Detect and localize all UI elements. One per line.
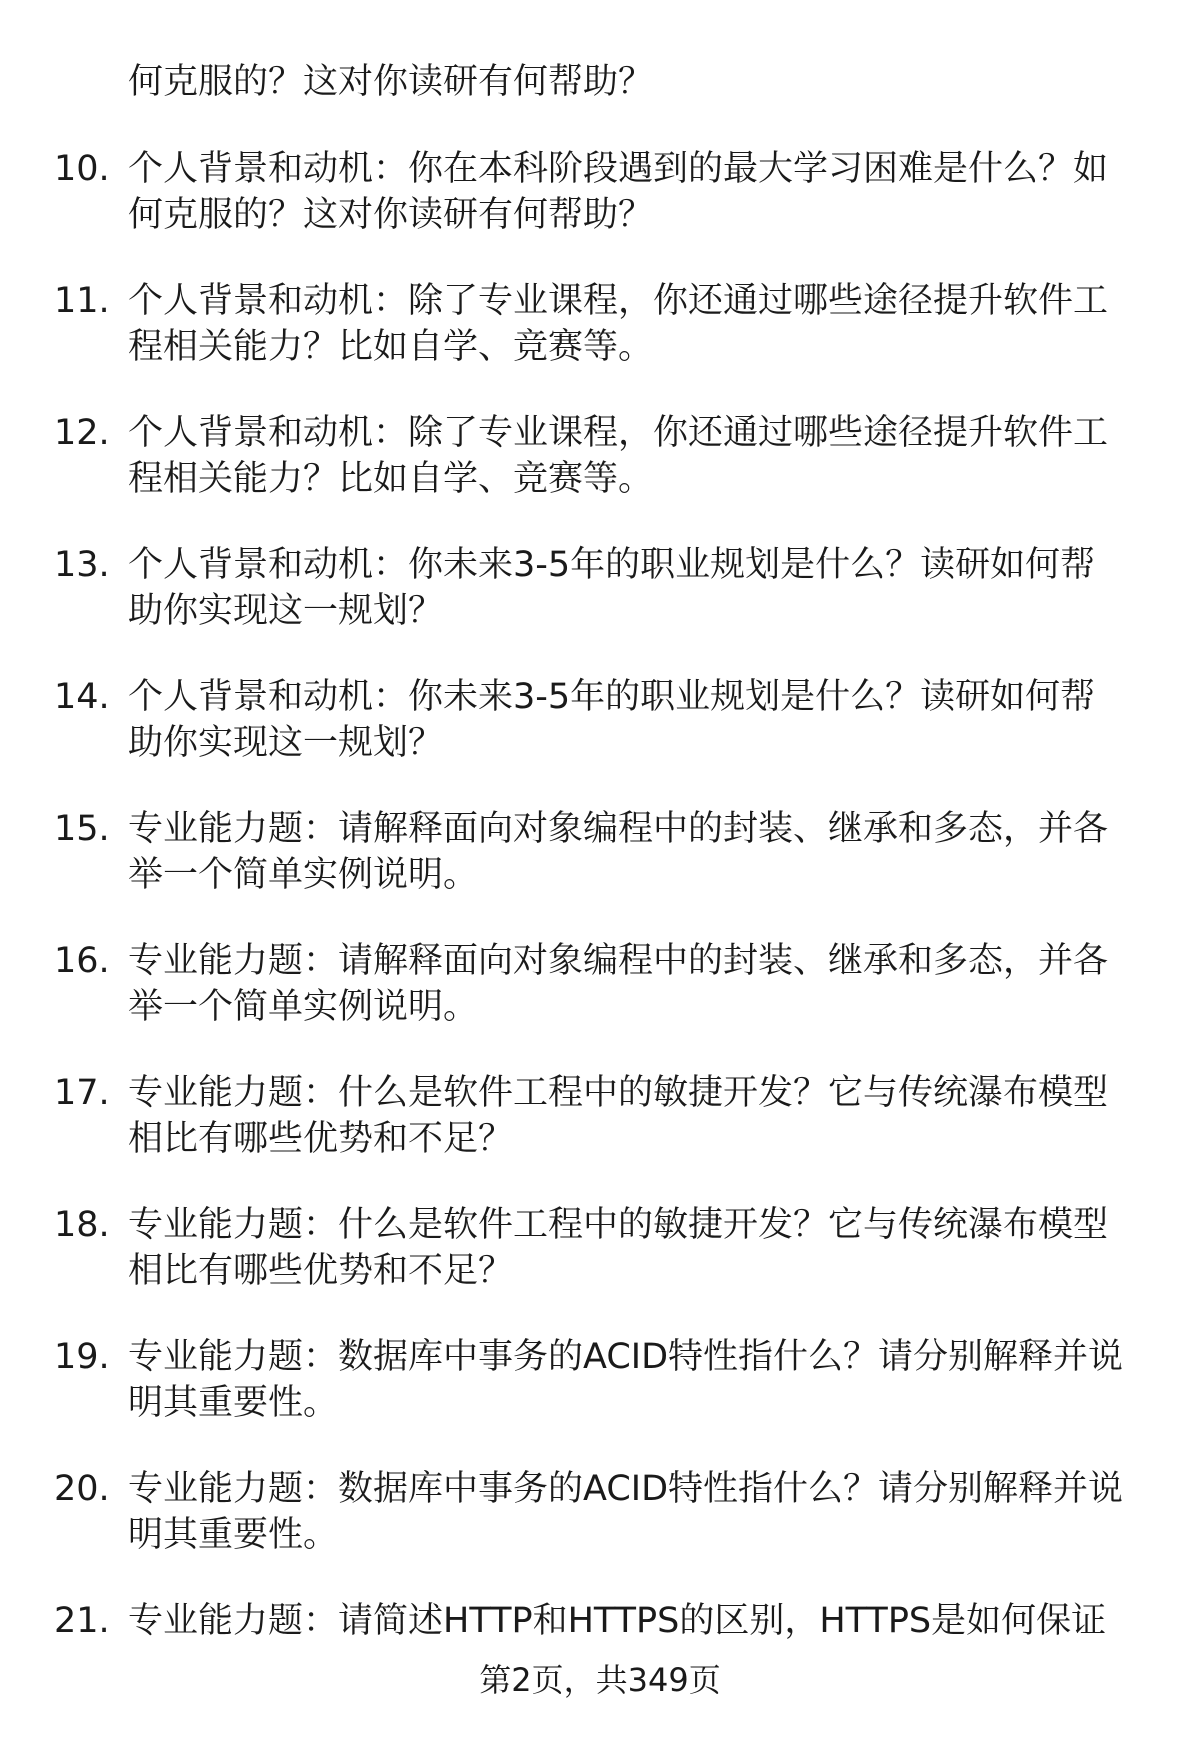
page-footer: 第2页，共349页 bbox=[479, 1661, 721, 1699]
question-line: 明其重要性。 bbox=[128, 1383, 339, 1423]
question-item bbox=[0, 1333, 1200, 1423]
question-number: 19. bbox=[54, 1337, 110, 1377]
question-line: 明其重要性。 bbox=[128, 1515, 339, 1555]
question-number: 14. bbox=[54, 677, 110, 717]
question-line: 何克服的？这对你读研有何帮助？ bbox=[128, 195, 654, 235]
question-text bbox=[128, 277, 1158, 371]
question-number: 16. bbox=[54, 941, 110, 981]
question-line: 个人背景和动机：你未来3-5年的职业规划是什么？读研如何帮 bbox=[128, 677, 1096, 717]
question-text bbox=[128, 145, 1158, 239]
question-item bbox=[0, 541, 1200, 631]
question-number: 13. bbox=[54, 545, 110, 585]
question-text bbox=[128, 673, 1158, 767]
question-line: 相比有哪些优势和不足？ bbox=[128, 1119, 514, 1159]
question-line: 助你实现这一规划？ bbox=[128, 723, 444, 763]
question-text bbox=[128, 1201, 1158, 1295]
question-item bbox=[0, 1069, 1200, 1159]
question-line: 个人背景和动机：你在本科阶段遇到的最大学习困难是什么？如 bbox=[128, 149, 1109, 189]
question-line: 专业能力题：数据库中事务的ACID特性指什么？请分别解释并说 bbox=[128, 1337, 1124, 1377]
question-line: 个人背景和动机：除了专业课程，你还通过哪些途径提升软件工 bbox=[128, 413, 1109, 453]
question-item bbox=[0, 409, 1200, 499]
question-text bbox=[128, 937, 1158, 1031]
question-line: 专业能力题：什么是软件工程中的敏捷开发？它与传统瀑布模型 bbox=[128, 1205, 1109, 1245]
question-item bbox=[0, 937, 1200, 1027]
question-text bbox=[128, 1069, 1158, 1163]
question-line: 助你实现这一规划？ bbox=[128, 591, 444, 631]
question-line: 专业能力题：数据库中事务的ACID特性指什么？请分别解释并说 bbox=[128, 1469, 1124, 1509]
question-line: 个人背景和动机：除了专业课程，你还通过哪些途径提升软件工 bbox=[128, 281, 1109, 321]
question-text bbox=[128, 1465, 1158, 1559]
question-line: 程相关能力？比如自学、竞赛等。 bbox=[128, 327, 654, 367]
question-line: 个人背景和动机：你未来3-5年的职业规划是什么？读研如何帮 bbox=[128, 545, 1096, 585]
continuation-text: 何克服的？这对你读研有何帮助？ bbox=[128, 62, 654, 102]
question-number: 15. bbox=[54, 809, 110, 849]
question-text bbox=[128, 1333, 1158, 1427]
question-line: 专业能力题：什么是软件工程中的敏捷开发？它与传统瀑布模型 bbox=[128, 1073, 1109, 1113]
question-number: 17. bbox=[54, 1073, 110, 1113]
question-line: 专业能力题：请解释面向对象编程中的封装、继承和多态，并各 bbox=[128, 941, 1109, 981]
question-number: 18. bbox=[54, 1205, 110, 1245]
question-line: 举一个简单实例说明。 bbox=[128, 987, 479, 1027]
question-number: 12. bbox=[54, 413, 110, 453]
question-item bbox=[0, 145, 1200, 235]
question-line: 专业能力题：请解释面向对象编程中的封装、继承和多态，并各 bbox=[128, 809, 1109, 849]
question-number: 20. bbox=[54, 1469, 110, 1509]
question-item bbox=[0, 673, 1200, 763]
question-text bbox=[128, 1597, 1158, 1643]
question-item bbox=[0, 805, 1200, 895]
question-line: 程相关能力？比如自学、竞赛等。 bbox=[128, 459, 654, 499]
question-list bbox=[0, 145, 1200, 1729]
question-item bbox=[0, 277, 1200, 367]
question-number: 10. bbox=[54, 149, 110, 189]
question-text bbox=[128, 541, 1158, 635]
question-text bbox=[128, 805, 1158, 899]
question-line: 举一个简单实例说明。 bbox=[128, 855, 479, 895]
question-line: 相比有哪些优势和不足？ bbox=[128, 1251, 514, 1291]
question-number: 21. bbox=[54, 1601, 110, 1641]
question-number: 11. bbox=[54, 281, 110, 321]
question-line: 专业能力题：请简述HTTP和HTTPS的区别，HTTPS是如何保证 bbox=[128, 1601, 1107, 1641]
question-text bbox=[128, 409, 1158, 503]
question-item bbox=[0, 1465, 1200, 1555]
question-item bbox=[0, 1201, 1200, 1291]
